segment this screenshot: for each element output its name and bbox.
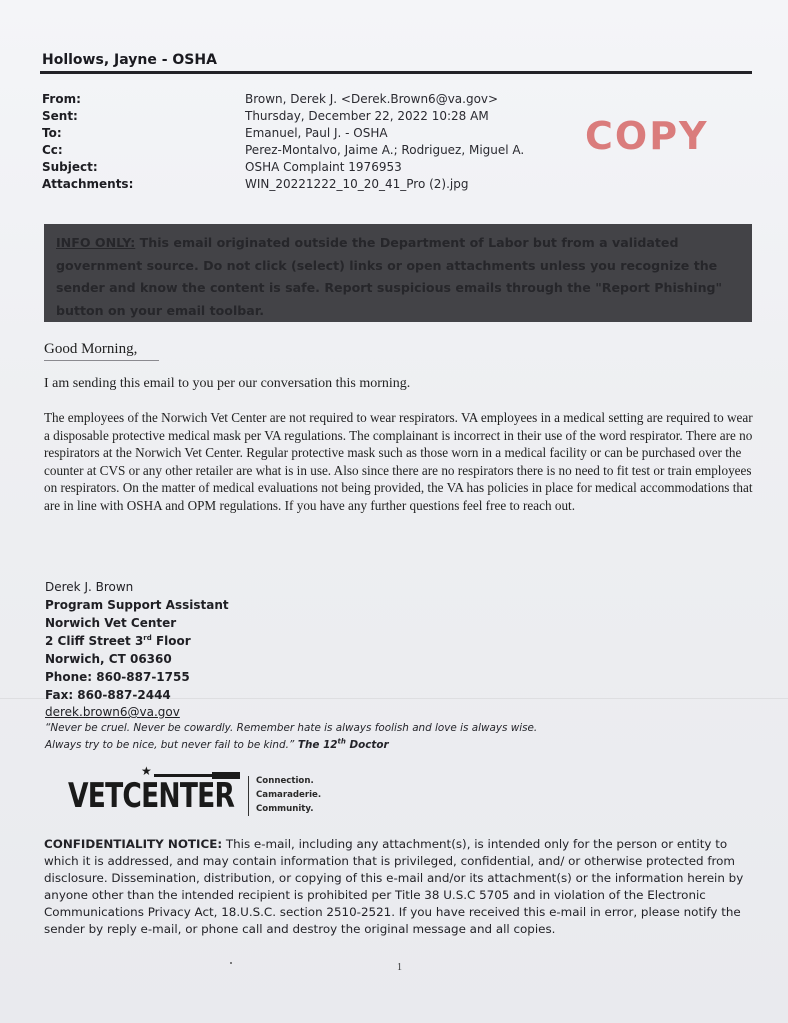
cc-value: Perez-Montalvo, Jaime A.; Rodriguez, Miguel A. <box>245 143 525 157</box>
mailbox-owner-name: Hollows, Jayne - OSHA <box>42 52 217 68</box>
tagline-camaraderie: Camaraderie. <box>256 790 322 800</box>
header-rule <box>40 71 752 74</box>
signature-fax: Fax: 860-887-2444 <box>45 688 171 702</box>
from-value: Brown, Derek J. <Derek.Brown6@va.gov> <box>245 92 499 106</box>
logo-divider <box>248 776 249 816</box>
signature-title: Program Support Assistant <box>45 598 229 612</box>
star-icon: ★ <box>141 764 152 778</box>
to-value: Emanuel, Paul J. - OSHA <box>245 126 388 140</box>
sent-value: Thursday, December 22, 2022 10:28 AM <box>245 109 489 123</box>
address-ordinal: rd <box>143 634 152 642</box>
tagline-community: Community. <box>256 804 314 814</box>
signature-phone: Phone: 860-887-1755 <box>45 670 190 684</box>
greeting: Good Morning, <box>44 341 138 357</box>
subject-value: OSHA Complaint 1976953 <box>245 160 402 174</box>
copy-stamp: COPY <box>585 114 709 158</box>
quote-text: Always try to be nice, but never fail to be kind.” <box>45 739 295 751</box>
sent-label: Sent: <box>42 109 78 123</box>
signature-name: Derek J. Brown <box>45 580 134 594</box>
address-floor: Floor <box>151 634 191 648</box>
vet-center-logo <box>68 764 328 824</box>
paper-speck <box>230 962 232 964</box>
banner-message: This email originated outside the Department of Labor but from a validated government source. Do not click (select) links or open attachments unless you recognize the sender and know the content is safe. Report suspicious emails through the "Report Phishing" button on your email toolbar. <box>56 235 723 318</box>
logo-wordmark: VETCENTER <box>68 776 235 816</box>
quote-line-1: “Never be cruel. Never be cowardly. Remember hate is always foolish and love is always wise. <box>45 722 538 734</box>
quote-line-2 <box>45 739 389 751</box>
external-email-warning-banner <box>44 224 752 322</box>
greeting-underline <box>44 360 159 361</box>
cc-label: Cc: <box>42 143 63 157</box>
confidentiality-text: This e-mail, including any attachment(s), is intended only for the person or entity to which it is addressed, and may contain information that is privileged, confidential, and/ or otherwise protected from disclosure. Dissemination, distribution, or copying of this e-mail and/or its attachment(s) or the information herein by anyone other than the intended recipient is prohibited per Title 38 U.S.C 5705 and in violation of the Electronic Communications Privacy Act, 18.U.S.C. section 2510-2521. If you have received this e-mail in error, please notify the sender by reply e-mail, or phone call and destroy the original message and all copies. <box>44 837 744 937</box>
address-street: 2 Cliff Street 3 <box>45 634 144 648</box>
intro-sentence: I am sending this email to you per our conversation this morning. <box>44 376 411 391</box>
tagline-connection: Connection. <box>256 776 314 786</box>
banner-prefix: INFO ONLY: <box>56 235 136 250</box>
signature-address <box>45 634 191 648</box>
from-label: From: <box>42 92 81 106</box>
page-number: 1 <box>397 962 402 973</box>
attachment-filename: WIN_20221222_10_20_41_Pro (2).jpg <box>245 177 469 191</box>
confidentiality-label: CONFIDENTIALITY NOTICE: <box>44 837 223 851</box>
quote-attribution: The 12th Doctor <box>294 737 389 751</box>
to-label: To: <box>42 126 62 140</box>
attachments-label: Attachments: <box>42 177 134 191</box>
signature-email-link[interactable]: derek.brown6@va.gov <box>45 705 180 719</box>
subject-label: Subject: <box>42 160 98 174</box>
banner-text <box>56 232 740 322</box>
signature-city: Norwich, CT 06360 <box>45 652 172 666</box>
body-paragraph: The employees of the Norwich Vet Center are not required to wear respirators. VA employees in a medical setting are required to wear a disposable protective medical mask per VA regulations. The complainant is incorrect in their use of the word respirator. There are no respirators at the Norwich Vet Center. Regular protective mask such as those worn in a medical facility or can be purchased over the counter at CVS or any other retailer are what is in use. Also since there are no respirators there is no need to fit test or train employees on respirators. On the matter of medical evaluations not being provided, the VA has policies in place for medical accommodations that are in line with OSHA and OPM regulations. If you have any further questions feel free to reach out. <box>44 410 753 513</box>
signature-org: Norwich Vet Center <box>45 616 177 630</box>
confidentiality-notice <box>44 836 760 939</box>
